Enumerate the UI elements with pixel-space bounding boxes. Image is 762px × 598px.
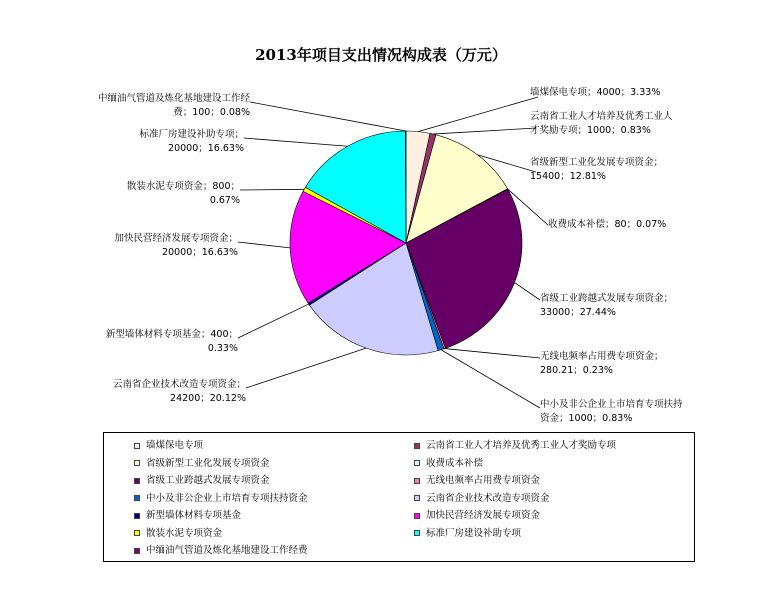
data-label: 省级工业跨越式发展专项资金；33000；27.44% — [540, 293, 674, 318]
legend-label: 云南省企业技术改造专项资金 — [426, 492, 550, 504]
data-label: 散装水泥专项资金；800；0.67% — [126, 181, 240, 206]
legend-swatch — [414, 530, 420, 536]
legend-label: 中小及非公企业上市培育专项扶持资金 — [146, 492, 308, 504]
leader-line — [441, 350, 540, 408]
leader-line — [418, 97, 538, 132]
legend-swatch — [414, 513, 420, 519]
legend-label: 标准厂房建设补助专项 — [426, 527, 522, 539]
legend-label: 新型墙体材料专项基金 — [146, 510, 242, 521]
legend-label: 墙煤保电专项 — [146, 440, 204, 451]
leader-line — [445, 349, 540, 358]
legend — [103, 432, 695, 562]
leader-line — [433, 128, 536, 134]
legend-label: 省级工业跨越式发展专项资金 — [146, 475, 270, 486]
legend-item — [134, 439, 203, 453]
legend-swatch — [134, 530, 140, 536]
legend-swatch — [414, 443, 420, 449]
legend-swatch — [134, 548, 140, 554]
legend-item — [414, 527, 521, 541]
legend-item — [134, 544, 308, 558]
leader-line — [515, 283, 540, 300]
leader-line — [244, 138, 348, 146]
legend-item — [414, 509, 540, 523]
legend-item — [414, 457, 483, 471]
legend-swatch — [134, 460, 140, 466]
data-label: 云南省工业人才培养及优秀工业人才奖励专项；1000；0.83% — [530, 111, 673, 136]
data-label: 加快民营经济发展专项资金；20000；16.63% — [114, 233, 238, 258]
legend-item — [414, 474, 540, 488]
legend-swatch — [134, 478, 140, 484]
legend-label: 散装水泥专项资金 — [146, 527, 223, 539]
legend-item — [134, 474, 270, 488]
leader-line — [240, 189, 304, 190]
leader-line — [238, 242, 290, 248]
chart-title: 2013年项目支出情况构成表（万元） — [255, 46, 507, 64]
leader-line — [246, 348, 366, 388]
legend-label: 无线电频率占用费专项资金 — [426, 475, 541, 486]
legend-swatch — [134, 443, 140, 449]
data-label: 标准厂房建设补助专项；20000；16.63% — [139, 129, 244, 154]
legend-item — [414, 439, 616, 453]
data-label: 中小及非公企业上市培育专项扶持资金；1000；0.83% — [540, 399, 683, 424]
legend-swatch — [414, 478, 420, 484]
legend-item — [134, 527, 222, 541]
legend-label: 省级新型工业化发展专项资金 — [146, 457, 270, 469]
data-label: 省级新型工业化发展专项资金；15400；12.81% — [530, 157, 664, 182]
data-label: 云南省企业技术改造专项资金；24200；20.12% — [112, 379, 246, 404]
data-label: 新型墙体材料专项基金；400；0.33% — [105, 329, 238, 354]
legend-label: 加快民营经济发展专项资金 — [426, 510, 541, 521]
data-label: 收费成本补偿；80；0.07% — [548, 219, 667, 230]
legend-swatch — [134, 513, 140, 519]
legend-item — [414, 492, 550, 506]
legend-item — [134, 492, 308, 506]
legend-swatch — [414, 460, 420, 466]
data-label: 中缅油气管道及炼化基地建设工作经费；100；0.08% — [97, 93, 250, 118]
legend-label: 收费成本补偿 — [426, 457, 484, 469]
data-label: 墙煤保电专项；4000；3.33% — [530, 87, 661, 98]
legend-swatch — [134, 495, 140, 501]
legend-item — [134, 509, 241, 523]
legend-label: 云南省工业人才培养及优秀工业人才奖励专项 — [426, 440, 617, 451]
legend-item — [134, 457, 270, 471]
data-label: 无线电频率占用费专项资金；280.21；0.23% — [540, 351, 664, 376]
legend-label: 中缅油气管道及炼化基地建设工作经费 — [146, 545, 308, 556]
leader-line — [238, 304, 309, 338]
leader-line — [250, 102, 406, 131]
legend-swatch — [414, 495, 420, 501]
